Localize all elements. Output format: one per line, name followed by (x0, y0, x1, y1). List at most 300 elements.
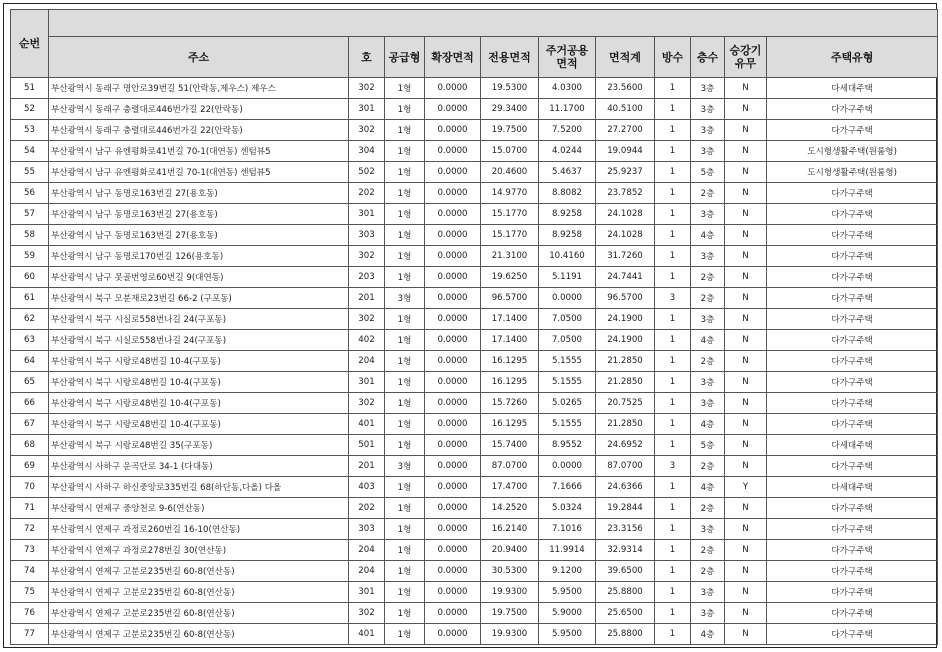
cell-housing-type: 도시형생활주택(원룸형) (767, 141, 938, 162)
header-blank-band (49, 10, 938, 37)
cell-total-area: 87.0700 (596, 456, 655, 477)
cell-extended-area: 0.0000 (425, 183, 481, 204)
cell-total-area: 25.8800 (596, 624, 655, 645)
cell-extended-area: 0.0000 (425, 498, 481, 519)
cell-unit: 401 (349, 414, 385, 435)
cell-unit: 202 (349, 498, 385, 519)
cell-shared-area: 5.9000 (539, 603, 596, 624)
cell-seq: 60 (11, 267, 49, 288)
cell-total-area: 21.2850 (596, 414, 655, 435)
table-container (10, 9, 938, 645)
cell-shared-area: 9.1200 (539, 561, 596, 582)
cell-exclusive-area: 19.5300 (481, 78, 539, 99)
cell-supply-type: 1형 (385, 309, 425, 330)
cell-housing-type: 다세대주택 (767, 435, 938, 456)
cell-extended-area: 0.0000 (425, 330, 481, 351)
cell-housing-type: 다가구주택 (767, 540, 938, 561)
cell-unit: 304 (349, 141, 385, 162)
cell-address: 부산광역시 남구 동명로163번길 27(용호동) (49, 183, 349, 204)
cell-floor: 2층 (691, 498, 725, 519)
cell-rooms: 1 (655, 540, 691, 561)
cell-unit: 501 (349, 435, 385, 456)
cell-housing-type: 다가구주택 (767, 372, 938, 393)
cell-floor: 5층 (691, 435, 725, 456)
cell-housing-type: 다가구주택 (767, 120, 938, 141)
cell-floor: 3층 (691, 309, 725, 330)
cell-floor: 3층 (691, 99, 725, 120)
cell-exclusive-area: 21.3100 (481, 246, 539, 267)
cell-extended-area: 0.0000 (425, 225, 481, 246)
cell-unit: 301 (349, 372, 385, 393)
cell-housing-type: 도시형생활주택(원룸형) (767, 162, 938, 183)
cell-exclusive-area: 15.0700 (481, 141, 539, 162)
cell-supply-type: 1형 (385, 603, 425, 624)
cell-elevator: N (725, 561, 767, 582)
header-elevator (725, 37, 767, 78)
cell-unit: 204 (349, 540, 385, 561)
cell-housing-type: 다가구주택 (767, 561, 938, 582)
cell-seq: 77 (11, 624, 49, 645)
cell-address: 부산광역시 연제구 고분로235번길 60-8(연산동) (49, 603, 349, 624)
cell-supply-type: 1형 (385, 99, 425, 120)
cell-unit: 302 (349, 393, 385, 414)
header-seq: 순번 (11, 10, 49, 78)
table-row (11, 162, 938, 183)
header-housing-type: 주택유형 (767, 37, 938, 78)
cell-exclusive-area: 15.7400 (481, 435, 539, 456)
cell-seq: 59 (11, 246, 49, 267)
cell-total-area: 24.1900 (596, 309, 655, 330)
table-row (11, 498, 938, 519)
cell-address: 부산광역시 북구 시실로558번나길 24(구포동) (49, 330, 349, 351)
cell-address: 부산광역시 동래구 충렬대로446번가길 22(안락동) (49, 99, 349, 120)
cell-rooms: 1 (655, 624, 691, 645)
cell-unit: 202 (349, 183, 385, 204)
cell-extended-area: 0.0000 (425, 603, 481, 624)
cell-total-area: 25.9237 (596, 162, 655, 183)
cell-unit: 302 (349, 309, 385, 330)
table-row (11, 141, 938, 162)
cell-rooms: 1 (655, 372, 691, 393)
cell-rooms: 1 (655, 519, 691, 540)
cell-total-area: 40.5100 (596, 99, 655, 120)
cell-seq: 62 (11, 309, 49, 330)
cell-total-area: 20.7525 (596, 393, 655, 414)
header-extended-area: 확장면적 (425, 37, 481, 78)
cell-rooms: 1 (655, 414, 691, 435)
cell-supply-type: 1형 (385, 561, 425, 582)
header-elevator-label: 승강기유무 (729, 44, 762, 70)
cell-floor: 3층 (691, 582, 725, 603)
cell-total-area: 24.6366 (596, 477, 655, 498)
cell-supply-type: 1형 (385, 498, 425, 519)
cell-floor: 2층 (691, 267, 725, 288)
cell-rooms: 1 (655, 351, 691, 372)
cell-shared-area: 8.8082 (539, 183, 596, 204)
cell-seq: 66 (11, 393, 49, 414)
cell-housing-type: 다가구주택 (767, 498, 938, 519)
header-rooms: 방수 (655, 37, 691, 78)
cell-supply-type: 1형 (385, 204, 425, 225)
cell-unit: 302 (349, 78, 385, 99)
cell-address: 부산광역시 연제구 과정로260번길 16-10(연산동) (49, 519, 349, 540)
cell-housing-type: 다가구주택 (767, 519, 938, 540)
cell-rooms: 1 (655, 603, 691, 624)
cell-seq: 64 (11, 351, 49, 372)
cell-address: 부산광역시 연제구 중앙천로 9-6(연산동) (49, 498, 349, 519)
table-row (11, 246, 938, 267)
table-row (11, 183, 938, 204)
cell-address: 부산광역시 남구 동명로170번길 126(용호동) (49, 246, 349, 267)
cell-extended-area: 0.0000 (425, 246, 481, 267)
cell-address: 부산광역시 남구 못골번영로60번길 9(대연동) (49, 267, 349, 288)
table-row (11, 99, 938, 120)
cell-seq: 71 (11, 498, 49, 519)
header-unit: 호 (349, 37, 385, 78)
cell-total-area: 23.7852 (596, 183, 655, 204)
cell-seq: 55 (11, 162, 49, 183)
cell-total-area: 19.2844 (596, 498, 655, 519)
cell-exclusive-area: 20.9400 (481, 540, 539, 561)
cell-shared-area: 7.0500 (539, 330, 596, 351)
cell-unit: 401 (349, 624, 385, 645)
cell-address: 부산광역시 북구 시랑로48번길 10-4(구포동) (49, 351, 349, 372)
table-row (11, 519, 938, 540)
header-row (11, 37, 938, 78)
cell-shared-area: 7.1666 (539, 477, 596, 498)
cell-total-area: 25.6500 (596, 603, 655, 624)
table-row (11, 267, 938, 288)
cell-total-area: 19.0944 (596, 141, 655, 162)
cell-elevator: N (725, 99, 767, 120)
cell-elevator: N (725, 204, 767, 225)
cell-seq: 74 (11, 561, 49, 582)
cell-unit: 402 (349, 330, 385, 351)
cell-floor: 2층 (691, 561, 725, 582)
cell-address: 부산광역시 남구 동명로163번길 27(용호동) (49, 204, 349, 225)
cell-extended-area: 0.0000 (425, 78, 481, 99)
cell-shared-area: 7.5200 (539, 120, 596, 141)
cell-floor: 4층 (691, 225, 725, 246)
cell-supply-type: 3형 (385, 456, 425, 477)
cell-exclusive-area: 16.1295 (481, 372, 539, 393)
housing-table (10, 9, 938, 645)
cell-seq: 54 (11, 141, 49, 162)
cell-seq: 52 (11, 99, 49, 120)
cell-unit: 204 (349, 351, 385, 372)
cell-elevator: N (725, 393, 767, 414)
cell-elevator: N (725, 246, 767, 267)
cell-exclusive-area: 87.0700 (481, 456, 539, 477)
cell-elevator: N (725, 183, 767, 204)
cell-supply-type: 1형 (385, 162, 425, 183)
cell-housing-type: 다가구주택 (767, 603, 938, 624)
cell-floor: 4층 (691, 330, 725, 351)
table-body (11, 78, 938, 645)
cell-address: 부산광역시 사하구 운곡단로 34-1 (다대동) (49, 456, 349, 477)
cell-supply-type: 1형 (385, 330, 425, 351)
cell-extended-area: 0.0000 (425, 561, 481, 582)
cell-extended-area: 0.0000 (425, 624, 481, 645)
table-row (11, 456, 938, 477)
cell-shared-area: 7.1016 (539, 519, 596, 540)
cell-shared-area: 5.1555 (539, 372, 596, 393)
cell-address: 부산광역시 남구 유엔평화로41번길 70-1(대연동) 센텀뷰5 (49, 162, 349, 183)
cell-address: 부산광역시 남구 동명로163번길 27(용호동) (49, 225, 349, 246)
cell-address: 부산광역시 사하구 하신중앙로335번길 68(하단동,다올) 다올 (49, 477, 349, 498)
cell-total-area: 21.2850 (596, 351, 655, 372)
cell-floor: 2층 (691, 183, 725, 204)
cell-rooms: 1 (655, 120, 691, 141)
cell-seq: 65 (11, 372, 49, 393)
cell-seq: 69 (11, 456, 49, 477)
cell-floor: 3층 (691, 204, 725, 225)
cell-exclusive-area: 16.2140 (481, 519, 539, 540)
header-exclusive-area: 전용면적 (481, 37, 539, 78)
table-row (11, 288, 938, 309)
cell-floor: 2층 (691, 288, 725, 309)
cell-seq: 56 (11, 183, 49, 204)
cell-seq: 72 (11, 519, 49, 540)
cell-extended-area: 0.0000 (425, 519, 481, 540)
cell-housing-type: 다가구주택 (767, 288, 938, 309)
cell-rooms: 1 (655, 582, 691, 603)
cell-extended-area: 0.0000 (425, 204, 481, 225)
cell-supply-type: 1형 (385, 141, 425, 162)
cell-elevator: N (725, 372, 767, 393)
cell-floor: 3층 (691, 393, 725, 414)
cell-address: 부산광역시 북구 시랑로48번길 10-4(구포동) (49, 414, 349, 435)
table-row (11, 372, 938, 393)
cell-elevator: N (725, 330, 767, 351)
cell-total-area: 21.2850 (596, 372, 655, 393)
cell-address: 부산광역시 북구 시랑로48번길 10-4(구포동) (49, 393, 349, 414)
cell-exclusive-area: 16.1295 (481, 351, 539, 372)
cell-total-area: 39.6500 (596, 561, 655, 582)
cell-total-area: 27.2700 (596, 120, 655, 141)
cell-address: 부산광역시 북구 시랑로48번길 10-4(구포동) (49, 372, 349, 393)
cell-supply-type: 1형 (385, 477, 425, 498)
cell-elevator: N (725, 309, 767, 330)
cell-unit: 403 (349, 477, 385, 498)
cell-total-area: 23.3156 (596, 519, 655, 540)
cell-shared-area: 5.0324 (539, 498, 596, 519)
cell-elevator: N (725, 288, 767, 309)
cell-elevator: N (725, 519, 767, 540)
cell-floor: 5층 (691, 162, 725, 183)
cell-shared-area: 5.9500 (539, 582, 596, 603)
cell-supply-type: 1형 (385, 246, 425, 267)
cell-shared-area: 5.0265 (539, 393, 596, 414)
cell-extended-area: 0.0000 (425, 162, 481, 183)
header-shared-area (539, 37, 596, 78)
table-row (11, 120, 938, 141)
cell-elevator: N (725, 141, 767, 162)
cell-extended-area: 0.0000 (425, 414, 481, 435)
cell-exclusive-area: 96.5700 (481, 288, 539, 309)
cell-address: 부산광역시 북구 시랑로48번길 35(구포동) (49, 435, 349, 456)
cell-extended-area: 0.0000 (425, 120, 481, 141)
cell-exclusive-area: 30.5300 (481, 561, 539, 582)
cell-rooms: 3 (655, 456, 691, 477)
table-row (11, 561, 938, 582)
cell-shared-area: 8.9258 (539, 225, 596, 246)
cell-housing-type: 다가구주택 (767, 393, 938, 414)
cell-supply-type: 1형 (385, 351, 425, 372)
cell-shared-area: 11.1700 (539, 99, 596, 120)
cell-seq: 63 (11, 330, 49, 351)
cell-seq: 68 (11, 435, 49, 456)
cell-total-area: 24.1028 (596, 204, 655, 225)
cell-shared-area: 5.9500 (539, 624, 596, 645)
cell-exclusive-area: 19.6250 (481, 267, 539, 288)
cell-rooms: 1 (655, 309, 691, 330)
cell-elevator: N (725, 582, 767, 603)
cell-floor: 3층 (691, 141, 725, 162)
table-row (11, 78, 938, 99)
table-row (11, 477, 938, 498)
header-supply-type: 공급형 (385, 37, 425, 78)
cell-address: 부산광역시 동래구 명안로39번길 51(안락동,제우스) 제우스 (49, 78, 349, 99)
cell-exclusive-area: 29.3400 (481, 99, 539, 120)
cell-housing-type: 다가구주택 (767, 624, 938, 645)
cell-floor: 4층 (691, 414, 725, 435)
cell-extended-area: 0.0000 (425, 267, 481, 288)
cell-unit: 204 (349, 561, 385, 582)
cell-seq: 76 (11, 603, 49, 624)
cell-exclusive-area: 20.4600 (481, 162, 539, 183)
cell-shared-area: 10.4160 (539, 246, 596, 267)
cell-supply-type: 1형 (385, 393, 425, 414)
cell-housing-type: 다세대주택 (767, 477, 938, 498)
cell-exclusive-area: 15.7260 (481, 393, 539, 414)
cell-housing-type: 다가구주택 (767, 204, 938, 225)
cell-supply-type: 1형 (385, 519, 425, 540)
cell-elevator: N (725, 456, 767, 477)
cell-exclusive-area: 17.4700 (481, 477, 539, 498)
cell-exclusive-area: 19.7500 (481, 120, 539, 141)
cell-address: 부산광역시 연제구 고분로235번길 60-8(연산동) (49, 624, 349, 645)
cell-floor: 3층 (691, 372, 725, 393)
cell-supply-type: 1형 (385, 540, 425, 561)
cell-extended-area: 0.0000 (425, 435, 481, 456)
cell-extended-area: 0.0000 (425, 288, 481, 309)
header-floor: 층수 (691, 37, 725, 78)
cell-unit: 203 (349, 267, 385, 288)
cell-seq: 53 (11, 120, 49, 141)
cell-exclusive-area: 17.1400 (481, 309, 539, 330)
cell-unit: 301 (349, 204, 385, 225)
table-row (11, 540, 938, 561)
cell-extended-area: 0.0000 (425, 393, 481, 414)
cell-housing-type: 다가구주택 (767, 330, 938, 351)
cell-exclusive-area: 15.1770 (481, 204, 539, 225)
cell-seq: 67 (11, 414, 49, 435)
table-row (11, 330, 938, 351)
cell-rooms: 1 (655, 99, 691, 120)
cell-elevator: N (725, 498, 767, 519)
cell-rooms: 1 (655, 183, 691, 204)
cell-elevator: N (725, 540, 767, 561)
cell-extended-area: 0.0000 (425, 540, 481, 561)
cell-rooms: 1 (655, 78, 691, 99)
cell-supply-type: 1형 (385, 582, 425, 603)
cell-floor: 3층 (691, 246, 725, 267)
cell-housing-type: 다가구주택 (767, 225, 938, 246)
cell-elevator: N (725, 162, 767, 183)
cell-address: 부산광역시 북구 시실로558번나길 24(구포동) (49, 309, 349, 330)
cell-extended-area: 0.0000 (425, 372, 481, 393)
cell-housing-type: 다가구주택 (767, 309, 938, 330)
cell-rooms: 1 (655, 204, 691, 225)
cell-shared-area: 4.0300 (539, 78, 596, 99)
header-shared-area-label: 주거공용면적 (545, 44, 589, 70)
cell-exclusive-area: 14.9770 (481, 183, 539, 204)
cell-floor: 3층 (691, 519, 725, 540)
cell-rooms: 1 (655, 225, 691, 246)
cell-rooms: 1 (655, 561, 691, 582)
cell-supply-type: 1형 (385, 78, 425, 99)
cell-housing-type: 다가구주택 (767, 267, 938, 288)
cell-supply-type: 1형 (385, 414, 425, 435)
cell-exclusive-area: 14.2520 (481, 498, 539, 519)
cell-extended-area: 0.0000 (425, 141, 481, 162)
cell-total-area: 24.7441 (596, 267, 655, 288)
cell-seq: 57 (11, 204, 49, 225)
cell-seq: 75 (11, 582, 49, 603)
cell-exclusive-area: 16.1295 (481, 414, 539, 435)
cell-unit: 301 (349, 99, 385, 120)
cell-floor: 4층 (691, 477, 725, 498)
cell-address: 부산광역시 연제구 고분로235번길 60-8(연산동) (49, 582, 349, 603)
cell-extended-area: 0.0000 (425, 351, 481, 372)
cell-floor: 4층 (691, 624, 725, 645)
header-address: 주소 (49, 37, 349, 78)
document-frame (3, 3, 937, 648)
cell-elevator: N (725, 414, 767, 435)
cell-seq: 58 (11, 225, 49, 246)
cell-rooms: 1 (655, 141, 691, 162)
cell-rooms: 1 (655, 246, 691, 267)
table-row (11, 393, 938, 414)
cell-shared-area: 8.9258 (539, 204, 596, 225)
cell-elevator: Y (725, 477, 767, 498)
cell-elevator: N (725, 120, 767, 141)
cell-supply-type: 1형 (385, 225, 425, 246)
cell-extended-area: 0.0000 (425, 477, 481, 498)
cell-elevator: N (725, 435, 767, 456)
table-row (11, 204, 938, 225)
cell-rooms: 3 (655, 288, 691, 309)
cell-exclusive-area: 15.1770 (481, 225, 539, 246)
cell-rooms: 1 (655, 330, 691, 351)
cell-floor: 3층 (691, 603, 725, 624)
cell-rooms: 1 (655, 435, 691, 456)
table-row (11, 225, 938, 246)
cell-address: 부산광역시 연제구 과정로278번길 30(연산동) (49, 540, 349, 561)
cell-seq: 61 (11, 288, 49, 309)
cell-supply-type: 3형 (385, 288, 425, 309)
cell-shared-area: 0.0000 (539, 456, 596, 477)
cell-exclusive-area: 19.9300 (481, 624, 539, 645)
cell-supply-type: 1형 (385, 267, 425, 288)
cell-floor: 2층 (691, 540, 725, 561)
cell-shared-area: 0.0000 (539, 288, 596, 309)
table-row (11, 309, 938, 330)
cell-unit: 201 (349, 288, 385, 309)
table-row (11, 624, 938, 645)
cell-total-area: 24.1028 (596, 225, 655, 246)
